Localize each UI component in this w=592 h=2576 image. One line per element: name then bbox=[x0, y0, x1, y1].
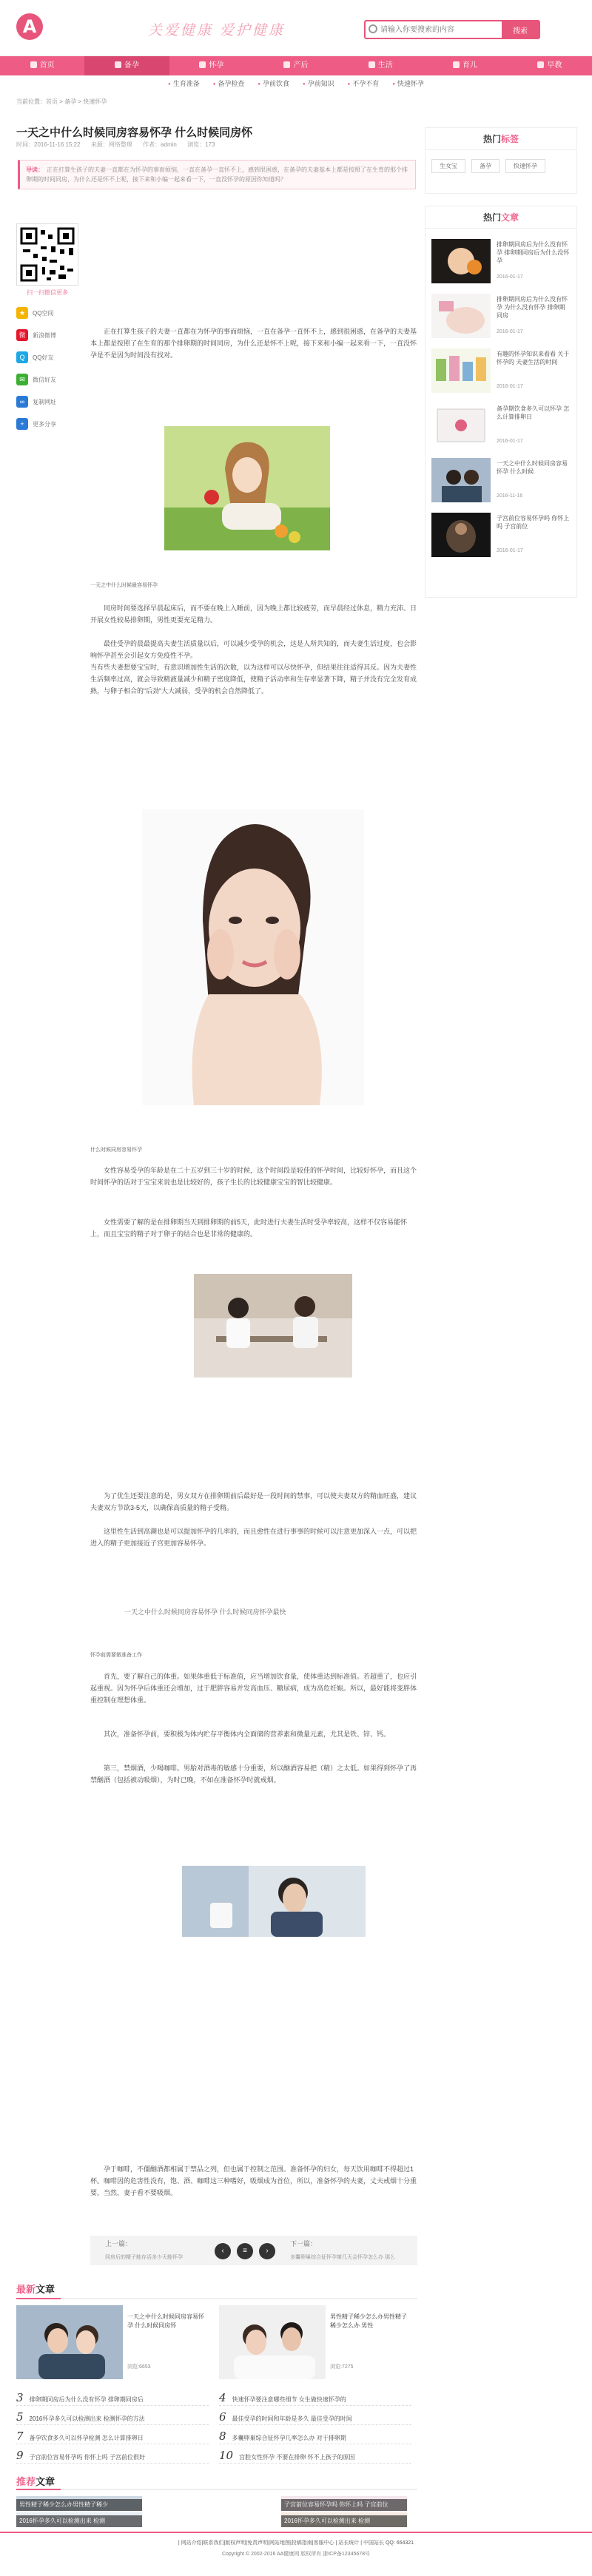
hot-article-thumb bbox=[431, 348, 491, 393]
next-label: 下一篇： bbox=[290, 2240, 317, 2248]
nav-item-chanhou[interactable]: 产后 bbox=[254, 56, 338, 75]
article-meta bbox=[16, 141, 223, 149]
hot-article[interactable] bbox=[431, 239, 572, 283]
summary-text: 正在打算生孩子的夫妻一直都在为怀孕的事而烦恼，一直在备孕一直怀不上，感到很困惑，在备孕的夫妻基本上都是按照了在生育的那个排卵期的时间同房，为什么还是怀不上呢，接下来和小编一起来看一下，一直没怀孕的原因你知道吗？ bbox=[26, 166, 408, 183]
next-article-link[interactable]: 多囊卵巢综合征怀孕第几天会怀孕怎么办 那么 bbox=[290, 2255, 395, 2260]
hot-article-date: 2016-01-17 bbox=[497, 384, 523, 389]
latest-heading: 最新文章 bbox=[16, 2284, 56, 2295]
latest-list-item[interactable]: 10 宫腔女性怀孕 不要在排卵 怀不上孩子的原因 bbox=[219, 2447, 411, 2464]
article-body bbox=[90, 195, 417, 2196]
prev-next-nav bbox=[90, 2236, 417, 2265]
latest-card[interactable] bbox=[219, 2305, 417, 2379]
book-icon bbox=[537, 61, 544, 68]
tag-item[interactable]: 快速怀孕 bbox=[505, 159, 545, 173]
site-logo[interactable]: A bbox=[16, 13, 43, 40]
recommend-title: 子宫前位容易怀孕吗 你怀上吗 子宫前位 bbox=[281, 2499, 407, 2511]
paragraph: 孕于咖啡，不僵酗酒都相属于禁品之列，但也属于控制之范围。准备怀孕的妇女，每天饮用咖啡不得超过1杯。咖啡因的危害性没有，饱、酒、咖啡这三种嗜好，吸烟成为首位，所以，准备怀孕的夫妻，丈夫戒烟十分重要，当然，妻子看不要吸烟。 bbox=[90, 2165, 417, 2196]
article-image-man-coffee bbox=[182, 1866, 366, 1937]
latest-card[interactable] bbox=[16, 2305, 215, 2379]
paragraph: 当有些夫妻想要宝宝时，有意识增加性生活的次数，以为这样可以尽快怀孕，但结果往往适得其反。因为夫妻性生活频率过高，就会导致精液量减少和精子密度降低，使精子活动率和生存率显著下降，精子并没有完全发育成熟，与卵子相合的“后劲”大大减弱，受孕的机会自然降低了。 bbox=[90, 664, 417, 695]
hot-article-date: 2016-01-17 bbox=[497, 329, 523, 334]
recommend-title: 男性精子稀少怎么办男性精子稀少 bbox=[16, 2499, 142, 2511]
tag-list bbox=[426, 150, 576, 173]
hot-article[interactable] bbox=[431, 403, 572, 448]
latest-card-thumb bbox=[16, 2305, 123, 2379]
recommend-item[interactable] bbox=[16, 2512, 142, 2527]
paragraph: 同房时间要选择早晨起床后，而不要在晚上入睡前，因为晚上都比较疲劳，而早晨经过休息，精力充沛。日开展女性较易排卵期，男性更要充足精力。 bbox=[90, 604, 417, 624]
share-wechat[interactable]: ✉ 微信好友 bbox=[16, 374, 78, 385]
recommend-divider bbox=[16, 2489, 417, 2490]
article-source: 来源：网络整理 bbox=[90, 141, 132, 148]
list-icon[interactable]: ≡ bbox=[237, 2243, 253, 2259]
prev-article-link[interactable]: 同房后的精子能存活多少天能怀孕 bbox=[105, 2255, 183, 2260]
paragraph: 最佳受孕的晨最提高夫妻生活质量以后，可以减少受孕的机会，这是人所共知的，而夫妻生活过度，也会影响怀孕甚至会引起女方免疫性不孕。 bbox=[90, 640, 417, 659]
recommend-item[interactable] bbox=[281, 2496, 407, 2511]
article-date: 时间：2016-11-16 15:22 bbox=[16, 141, 81, 148]
paragraph: 第三，禁烟酒，少喝咖啡。男胎对酒毒的敏感十分重要，所以酗酒容易把（精）之太低。如果得到怀孕了再禁酗酒（包括被动吸烟），为时已晚，不如在准备怀孕时就戒烟。 bbox=[90, 1764, 417, 1784]
site-slogan: 关爱健康 爱护健康 bbox=[148, 22, 286, 38]
footer-links[interactable]: | 网站介绍|联系我们|版权声明|免责声明|网站地图|投稿指南|客服中心 | 站长统计 | 中国站长 QQ: 654321 bbox=[178, 2540, 414, 2546]
home-life-icon bbox=[369, 61, 375, 68]
plus-icon: + bbox=[16, 418, 28, 430]
latest-list-item[interactable]: 6 最佳受孕的时间和年龄是多久 最佳受孕的时间 bbox=[219, 2409, 411, 2425]
prev-arrow-icon[interactable]: ‹ bbox=[215, 2243, 231, 2259]
hot-article-thumb bbox=[431, 458, 491, 502]
subnav-item[interactable]: ● 不孕不育 bbox=[348, 75, 380, 92]
sub-nav bbox=[0, 75, 592, 92]
pregnancy-icon bbox=[199, 61, 206, 68]
hot-article-date: 2016-01-17 bbox=[497, 548, 523, 553]
calendar-icon bbox=[115, 61, 121, 68]
latest-divider bbox=[16, 2298, 417, 2299]
latest-card-title: 男性精子稀少怎么办男性精子稀少怎么办 男性 bbox=[330, 2313, 407, 2329]
subnav-item[interactable]: ● 生育准备 bbox=[168, 75, 200, 92]
latest-list-item[interactable]: 9 子宫前位容易怀孕吗 你怀上吗 子宫前位很好 bbox=[16, 2447, 209, 2464]
hot-articles-heading: 热门文章 bbox=[426, 206, 576, 229]
latest-card-title: 一天之中什么时候同房容易怀孕 什么时候同房怀 bbox=[127, 2313, 204, 2329]
nav-item-yuer[interactable]: 育儿 bbox=[423, 56, 507, 75]
article-author: 作者：admin bbox=[143, 141, 177, 148]
paragraph: 女性容易受孕的年龄是在二十五岁到三十岁的时候，这个时间段是较佳的怀孕时间，比较好怀孕，而且这个时间怀孕的话对于宝宝来说也是比较好的，孩子生长的比较健康宝宝的智比较健康。 bbox=[90, 1167, 417, 1186]
main-column bbox=[16, 92, 417, 2533]
nav-item-shenghuo[interactable]: 生活 bbox=[338, 56, 423, 75]
site-footer bbox=[0, 2532, 592, 2576]
prev-label: 上一篇： bbox=[105, 2240, 132, 2248]
qr-caption: 扫一扫微信更多 bbox=[27, 289, 68, 296]
recommend-heading: 推荐文章 bbox=[16, 2476, 56, 2487]
article-image-girl-apple bbox=[164, 426, 330, 550]
hot-article-date: 2016-01-17 bbox=[497, 439, 523, 444]
recommend-title: 2016怀孕多久可以检测出来 检测 bbox=[281, 2515, 407, 2527]
paragraph: 这里性生活到高潮也是可以提加怀孕的几率的，而且愈性在进行事事的时候可以注意更加深入一点，可以把进入的精子更加接近子宫更加容易怀孕。 bbox=[90, 1528, 417, 1547]
nav-item-huaiyun[interactable]: 怀孕 bbox=[169, 56, 254, 75]
subnav-item[interactable]: ● 备孕检查 bbox=[213, 75, 245, 92]
hot-article-title: 子宫前位容易怀孕吗 你怀上吗 子宫前位 bbox=[497, 515, 570, 530]
recommend-item[interactable] bbox=[16, 2496, 142, 2511]
share-more[interactable]: + 更多分享 bbox=[16, 418, 78, 430]
hot-article-thumb bbox=[431, 294, 491, 338]
latest-card-views: 浏览:6653 bbox=[127, 2364, 151, 2370]
next-arrow-icon[interactable]: › bbox=[259, 2243, 275, 2259]
star-icon: ★ bbox=[16, 307, 28, 319]
latest-card-views: 浏览:7275 bbox=[330, 2364, 354, 2370]
paragraph: 女性需要了解的是在排卵期当天到排卵期的前5天，此时进行夫妻生活时受孕率较高，这样不仅容易能怀上，而且宝宝的精子对于卵子的结合也是非常的健康的。 bbox=[90, 1218, 408, 1238]
hot-article-date: 2016-11-16 bbox=[497, 493, 523, 499]
subnav-item[interactable]: ● 孕前知识 bbox=[303, 75, 334, 92]
hot-tags-box bbox=[425, 127, 577, 194]
paragraph: 首先，要了解自己的体重。如果体重低于标准值，应当增加饮食量，使体重达到标准值。若超重了，也应引起重视。因为怀孕后体重还会增加，过于肥胖容易并发高血压、糖尿病，成为高危妊娠。所以，最好能将变胖体重控制在理想体重。 bbox=[90, 1673, 417, 1704]
tag-item[interactable]: 生女宝 bbox=[431, 159, 465, 173]
article-image-woman-face bbox=[142, 809, 364, 1105]
baby-icon bbox=[283, 61, 290, 68]
search-box bbox=[364, 20, 540, 39]
nav-item-zaojiao[interactable]: 早教 bbox=[508, 56, 592, 75]
page-title: 一天之中什么时候同房容易怀孕 什么时候同房怀 bbox=[16, 127, 253, 139]
search-input[interactable] bbox=[380, 23, 482, 36]
tag-item[interactable]: 备孕 bbox=[471, 159, 500, 173]
recommend-title: 2016怀孕多久可以检测出来 检测 bbox=[16, 2515, 142, 2527]
child-icon bbox=[453, 61, 460, 68]
summary-label: 导读： bbox=[26, 166, 44, 173]
article-image-couple-doctor bbox=[194, 1274, 352, 1378]
hot-article-title: 排卵期同房后为什么没有怀孕 排卵期同房后为什么没怀孕 bbox=[497, 241, 570, 264]
hot-article-title: 一天之中什么时候同房容易怀孕 什么时候 bbox=[497, 460, 568, 475]
paragraph: 其次，准备怀孕前，要积极为体内贮存平衡体内全面储的营养素和微量元素，尤其是铁、锌、钙。 bbox=[104, 1730, 391, 1738]
hot-article-date: 2016-01-17 bbox=[497, 274, 523, 280]
subnav-item[interactable]: ● 快速怀孕 bbox=[392, 75, 424, 92]
footer-copyright: Copyright © 2002-2016 AA健康网 版权所有 浙ICP备12345678号 bbox=[221, 2552, 371, 2557]
breadcrumb: 当前位置：首页 > 备孕 > 快速怀孕 bbox=[16, 98, 107, 105]
share-weibo[interactable]: 微 新浪微博 bbox=[16, 329, 78, 341]
hot-article-title: 有趣的怀孕知识来看看 关于怀孕的 夫妻生活的时间 bbox=[497, 351, 570, 365]
hot-article[interactable] bbox=[431, 348, 572, 393]
latest-list-item[interactable]: 8 多囊卵巢综合征怀孕几率怎么办 对于排卵期 bbox=[219, 2428, 411, 2444]
image-caption: 怀孕前需要做准备工作 bbox=[90, 1653, 142, 1658]
latest-list-item[interactable]: 5 2016怀孕多久可以检测出来 检测怀孕的方法 bbox=[16, 2409, 209, 2425]
recommend-item[interactable] bbox=[281, 2512, 407, 2527]
qq-icon: Q bbox=[16, 351, 28, 363]
latest-card-thumb bbox=[219, 2305, 326, 2379]
site-header bbox=[0, 0, 592, 56]
share-copy-link[interactable]: ∞ 复制网址 bbox=[16, 396, 78, 408]
main-nav bbox=[0, 56, 592, 75]
paragraph: 正在打算生孩子的夫妻一直都在为怀孕的事而烦恼，一直在备孕一直怀不上，感到很困惑，在备孕的夫妻基本上都是按照了在生育的那个排卵期的时间同房，为什么还是怀不上呢，接下来和小编一起来看一下，一直没怀孕是不是因为时间没有找对。 bbox=[90, 328, 417, 359]
paragraph: 为了优生还要注意的是，男女双方在排卵期前后最好是一段时间的禁事，可以使夫妻双方的精血旺盛，建议夫妻双方节欲3-5天，以确保高质量的精子受精。 bbox=[90, 1492, 417, 1511]
share-panel bbox=[16, 223, 78, 430]
hot-tags-heading: 热门标签 bbox=[426, 128, 576, 150]
share-qzone[interactable]: ★ QQ空间 bbox=[16, 307, 78, 319]
hot-article[interactable] bbox=[431, 458, 572, 502]
article-views: 浏览：173 bbox=[187, 141, 215, 148]
image-caption: 什么时候同房容易怀孕 bbox=[90, 1147, 142, 1153]
hot-article-title: 备孕期饮食多久可以怀孕 怎么计算排卵日 bbox=[497, 405, 570, 420]
image-caption: 一天之中什么时候最容易怀孕 bbox=[90, 583, 158, 588]
article-summary bbox=[18, 160, 416, 189]
hot-article[interactable] bbox=[431, 513, 572, 557]
weibo-icon: 微 bbox=[16, 329, 28, 341]
latest-list-item[interactable]: 3 排卵期同房后为什么没有怀孕 排卵期同房后 bbox=[16, 2390, 209, 2406]
hot-article-thumb bbox=[431, 403, 491, 448]
qr-code bbox=[16, 223, 78, 286]
hot-article-thumb bbox=[431, 513, 491, 557]
wechat-icon: ✉ bbox=[16, 374, 28, 385]
hot-article-title: 排卵期同房后为什么没有怀孕 为什么没有怀孕 排卵期同房 bbox=[497, 296, 568, 319]
hot-articles-box bbox=[425, 206, 577, 598]
broken-image-caption: 一天之中什么时候同房容易怀孕 什么时候同房怀孕最快 bbox=[124, 1608, 286, 1616]
search-icon bbox=[369, 24, 377, 33]
home-icon bbox=[30, 61, 37, 68]
search-button[interactable]: 搜索 bbox=[502, 21, 539, 38]
link-icon: ∞ bbox=[16, 396, 28, 408]
latest-list-item[interactable]: 4 快速怀孕要注意哪些细节 女生做快速怀孕的 bbox=[219, 2390, 411, 2406]
latest-list-item[interactable]: 7 备孕饮食多久可以怀孕检测 怎么计算排卵日 bbox=[16, 2428, 209, 2444]
hot-article-thumb bbox=[431, 239, 491, 283]
nav-item-beiyun[interactable]: 备孕 bbox=[84, 56, 169, 75]
subnav-item[interactable]: ● 孕前饮食 bbox=[258, 75, 289, 92]
share-qq[interactable]: Q QQ好友 bbox=[16, 351, 78, 363]
hot-article[interactable] bbox=[431, 294, 572, 338]
nav-item-home[interactable]: 首页 bbox=[0, 56, 84, 75]
